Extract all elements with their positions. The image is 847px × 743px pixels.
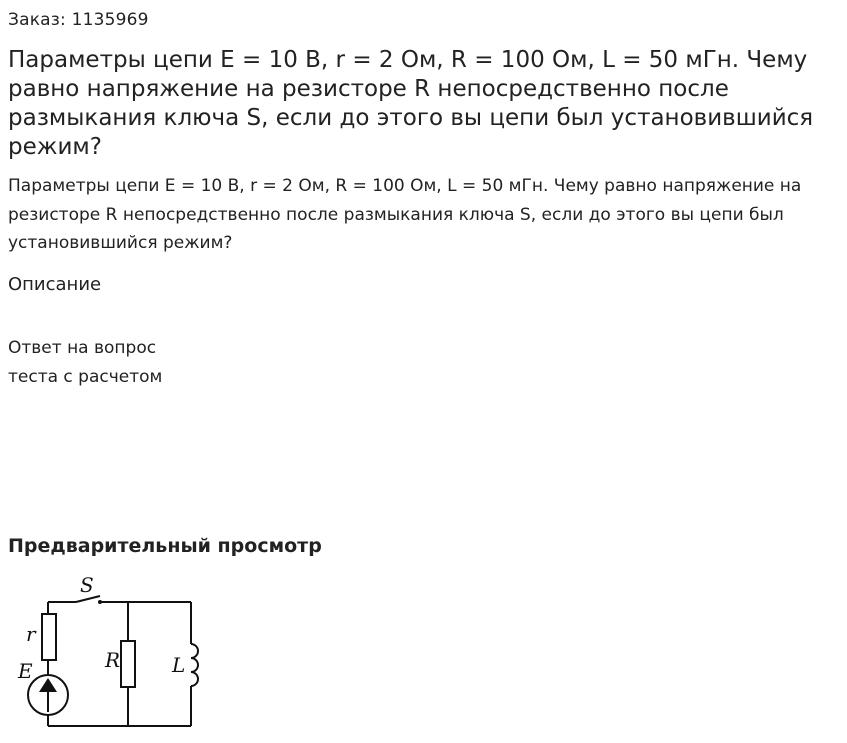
preview-heading: Предварительный просмотр xyxy=(8,535,322,557)
question-text: Параметры цепи E = 10 В, r = 2 Ом, R = 100 Ом, L = 50 мГн. Чему равно напряжение на резисторе R непосредственно после размыкания ключа S, если до этого вы цепи был установившийся режим? xyxy=(8,176,802,253)
order-number: Заказ: 1135969 xyxy=(8,10,149,30)
label-switch: S xyxy=(80,573,94,597)
label-internal-resistor: r xyxy=(26,622,36,646)
label-inductor: L xyxy=(172,653,186,677)
description-text: Ответ на вопрос теста с расчетом xyxy=(8,338,163,387)
page-title: Параметры цепи E = 10 В, r = 2 Ом, R = 100 Ом, L = 50 мГн. Чему равно напряжение на резисторе R непосредственно после размыкания ключа S, если до этого вы цепи был установившийся режим? xyxy=(8,47,814,160)
resistor-r xyxy=(42,614,56,660)
label-source: E xyxy=(18,659,33,683)
inductor-L xyxy=(191,644,198,686)
label-resistor: R xyxy=(105,648,121,672)
description-heading: Описание xyxy=(8,274,102,295)
circuit-diagram xyxy=(14,572,214,732)
resistor-R xyxy=(121,641,135,687)
